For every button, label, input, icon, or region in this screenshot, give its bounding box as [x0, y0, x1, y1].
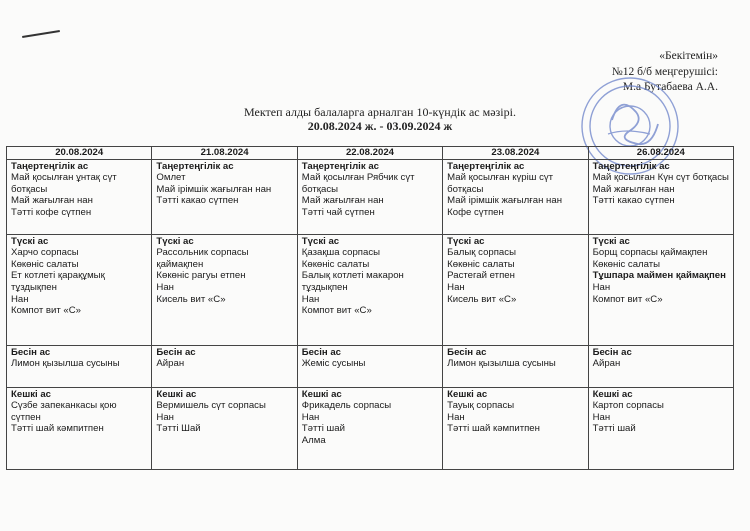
meal-label: Кешкі ас [592, 388, 633, 400]
meal-label: Таңертеңгілік ас [592, 160, 670, 172]
day-date: 22.08.2024 [297, 147, 442, 160]
dish-item: Тәтті шай кәмпитпен [11, 423, 104, 435]
dish-item: Балық котлеті макарон тұздықпен [301, 270, 404, 293]
meal-cell [443, 387, 588, 469]
dish-item: Фрикадель сорпасы [301, 400, 392, 412]
meal-cell [152, 387, 297, 469]
meal-cell [443, 159, 588, 234]
dish-item: Балық сорпасы [447, 247, 516, 259]
meal-cell [7, 159, 152, 234]
dish-item: Картоп сорпасы [592, 400, 664, 412]
dinner-row [7, 387, 734, 469]
meal-label: Таңертеңгілік ас [156, 160, 234, 172]
dish-item: Тәтті какао сүтпен [156, 195, 239, 207]
scan-mark [22, 30, 60, 38]
dish-item: Компот вит «С» [301, 305, 372, 317]
lunch-row [7, 234, 734, 345]
meal-label: Бесін ас [447, 346, 487, 358]
dish-item: Май қосылған Рябчик сүт ботқасы [301, 172, 415, 195]
meal-cell [297, 345, 442, 387]
meal-cell [443, 234, 588, 345]
meal-cell [588, 345, 733, 387]
menu-table [6, 146, 734, 470]
meal-label: Түскі ас [592, 235, 630, 247]
dish-item: Борщ сорпасы қаймақпен [592, 247, 708, 259]
meal-label: Бесін ас [156, 346, 196, 358]
meal-label: Таңертеңгілік ас [301, 160, 379, 172]
dish-item: Май қосылған Күн сүт ботқасы [592, 172, 729, 184]
approval-line: М.а Бутабаева А.А. [622, 81, 718, 93]
dish-item: Май жағылған нан [592, 183, 675, 195]
dish-item: Вермишель сүт сорпасы [156, 400, 266, 412]
dish-item: Рассольник сорпасы қаймақпен [156, 247, 249, 270]
dish-item: Май жағылған нан [11, 195, 93, 207]
dish-item: Май жағылған нан [301, 195, 384, 207]
meal-label: Кешкі ас [11, 388, 51, 400]
title-dates: 20.08.2024 ж. - 03.09.2024 ж [307, 118, 453, 133]
meal-label: Түскі ас [301, 235, 340, 247]
meal-label: Түскі ас [447, 235, 485, 247]
dish-item: Көкөніс рагуы етпен [156, 270, 246, 282]
dish-item: Көкөніс салаты [301, 258, 370, 270]
dish-item: Нан [301, 411, 320, 423]
dish-item: Нан [156, 411, 174, 423]
dish-item: Омлет [156, 172, 186, 184]
meal-cell [443, 345, 588, 387]
dish-item: Кофе сүтпен [447, 206, 504, 218]
dish-item: Нан [11, 293, 29, 305]
dish-item: Нан [592, 281, 611, 293]
dish-item: Тәтті шай [592, 423, 636, 435]
meal-label: Бесін ас [11, 346, 51, 358]
date-header-row [7, 147, 734, 160]
meal-cell [7, 234, 152, 345]
dish-item: Айран [592, 358, 621, 370]
dish-item: Көкөніс салаты [447, 258, 515, 270]
dish-item: Тауық сорпасы [447, 400, 515, 412]
day-date: 26.08.2024 [588, 147, 733, 160]
dish-item: Жеміс сусыны [301, 358, 366, 370]
day-date: 21.08.2024 [152, 147, 297, 160]
meal-label: Таңертеңгілік ас [11, 160, 89, 172]
meal-cell [297, 234, 442, 345]
dish-item: Көкөніс салаты [592, 258, 661, 270]
dish-item: Тұшпара маймен қаймақпен [592, 270, 726, 282]
dish-item: Тәтті Шай [156, 423, 201, 435]
dish-item: Кисель вит «С» [447, 293, 517, 305]
meal-label: Кешкі ас [447, 388, 488, 400]
dish-item: Нан [592, 411, 611, 423]
day-date: 20.08.2024 [7, 147, 152, 160]
meal-cell [152, 345, 297, 387]
meal-label: Кешкі ас [156, 388, 197, 400]
dish-item: Растегай етпен [447, 270, 515, 282]
dish-item: Кисель вит «С» [156, 293, 226, 305]
dish-item: Көкөніс салаты [11, 258, 79, 270]
meal-cell [152, 159, 297, 234]
meal-label: Таңертеңгілік ас [447, 160, 525, 172]
dish-item: Тәтті чай сүтпен [301, 206, 375, 218]
meal-label: Бесін ас [301, 346, 342, 358]
dish-item: Сүзбе запеканкасы қою сүтпен [11, 400, 117, 423]
dish-item: Нан [447, 281, 465, 293]
meal-label: Түскі ас [156, 235, 194, 247]
approval-line: №12 б/б меңгерушісі: [611, 65, 718, 78]
dish-item: Май қосылған ұнтақ сүт ботқасы [11, 172, 117, 195]
dish-item: Ет котлеті қарақұмық тұздықпен [11, 270, 105, 293]
meal-cell [297, 159, 442, 234]
meal-label: Бесін ас [592, 346, 632, 358]
meal-cell [588, 387, 733, 469]
dish-item: Алма [301, 434, 326, 446]
meal-label: Түскі ас [11, 235, 49, 247]
dish-item: Май қосылған күріш сүт ботқасы [447, 172, 554, 195]
meal-cell [588, 159, 733, 234]
dish-item: Лимон қызылша сусыны [11, 358, 120, 370]
dish-item: Тәтті какао сүтпен [592, 195, 675, 207]
meal-label: Кешкі ас [301, 388, 342, 400]
dish-item: Май ірімшік жағылған нан [156, 183, 272, 195]
dish-item: Компот вит «С» [11, 305, 82, 317]
dish-item: Май ірімшік жағылған нан [447, 195, 562, 207]
meal-cell [7, 345, 152, 387]
dish-item: Тәтті шай кәмпитпен [447, 423, 540, 435]
dish-item: Харчо сорпасы [11, 247, 79, 259]
dish-item: Нан [447, 411, 465, 423]
breakfast-row [7, 159, 734, 234]
dish-item: Нан [156, 281, 174, 293]
meal-cell [152, 234, 297, 345]
dish-item: Лимон қызылша сусыны [447, 358, 556, 370]
dish-item: Тәтті кофе сүтпен [11, 206, 92, 218]
dish-item: Қазақша сорпасы [301, 247, 381, 259]
dish-item: Тәтті шай [301, 423, 345, 435]
title-main: Мектеп алды балаларга арналган 10-күндік ас мәзірі. [244, 105, 516, 119]
day-date: 23.08.2024 [443, 147, 588, 160]
document-title [170, 106, 590, 133]
dish-item: Компот вит «С» [592, 293, 663, 305]
meal-cell [7, 387, 152, 469]
meal-cell [588, 234, 733, 345]
snack-row [7, 345, 734, 387]
approval-line: «Бекітемін» [659, 50, 718, 62]
meal-cell [297, 387, 442, 469]
dish-item: Нан [301, 293, 320, 305]
dish-item: Айран [156, 358, 185, 370]
